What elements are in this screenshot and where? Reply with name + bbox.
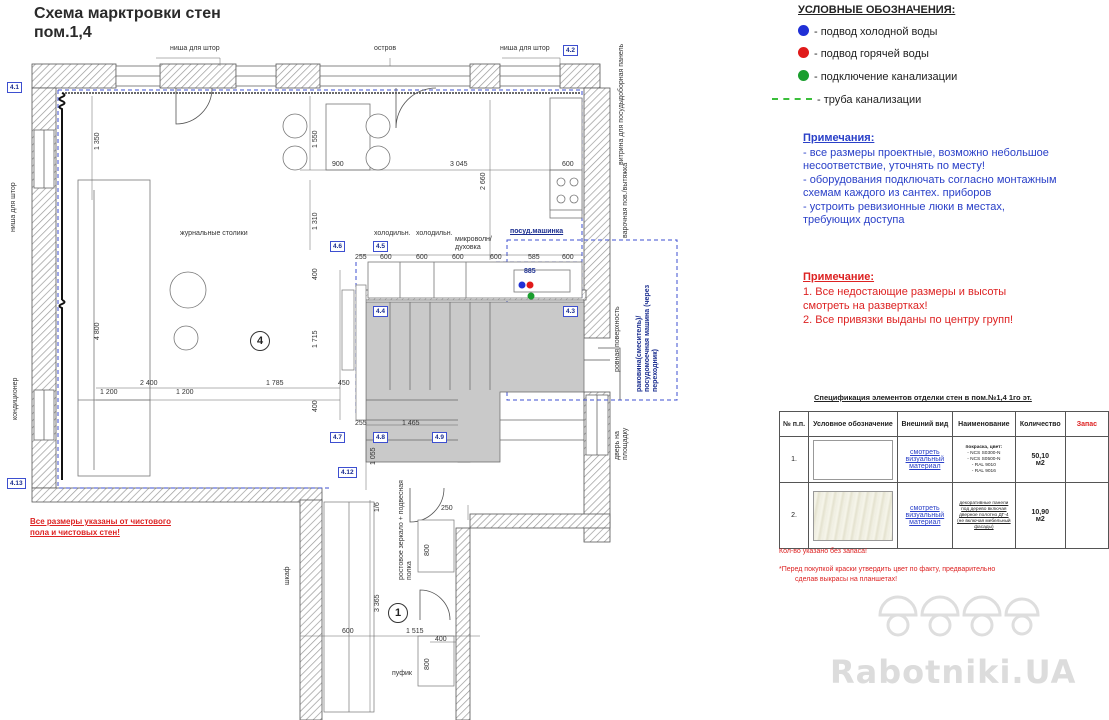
tag-4-1: 4.1: [7, 82, 22, 93]
spec-col-symbol: Условное обозначение: [809, 412, 898, 437]
sofa: [78, 180, 150, 476]
spec-row1-qty: [1015, 437, 1065, 483]
legend-hot-water: [798, 47, 929, 60]
dim-585: 585: [528, 254, 540, 261]
notes-red-heading: Примечание:: [803, 271, 875, 283]
spec-col-reserve: Запас: [1065, 412, 1108, 437]
spec-col-num: № п.п.: [780, 412, 809, 437]
kitchen: [368, 98, 582, 298]
workers-logo-icon: [870, 575, 1040, 645]
coffee-tables: [170, 272, 206, 350]
notes-blue-line: - оборудования подключать согласно монтажным: [803, 174, 1057, 186]
drawing-subtitle: пом.1,4: [34, 24, 92, 41]
tag-4-12: 4.12: [338, 467, 357, 478]
legend-title: УСЛОВНЫЕ ОБОЗНАЧЕНИЯ:: [798, 4, 956, 16]
dim-3045: 3 045: [450, 161, 468, 168]
spec-row1-qty-value: 50,10: [1031, 452, 1050, 460]
cold-water-dot: [519, 282, 526, 289]
table-row: [780, 437, 1109, 483]
dim-2400: 2 400: [140, 380, 158, 387]
label-plita: варочная пов./вытяжка: [622, 162, 629, 238]
dim-1785: 1 785: [266, 380, 284, 387]
legend-cold-water-text: - подвод холодной воды: [814, 26, 938, 38]
label-island: остров: [374, 45, 397, 52]
dim-1200-b: 1 200: [176, 389, 194, 396]
dim-600-c: 600: [416, 254, 428, 261]
legend-sewer-text: - подключение канализации: [814, 71, 958, 83]
white-paint-swatch: [813, 440, 893, 480]
tag-4-3: 4.3: [563, 306, 578, 317]
spec-row1-view[interactable]: смотреть визуальный материал: [897, 437, 952, 483]
dim-250: 250: [441, 505, 453, 512]
legend-sewer: [798, 70, 957, 83]
left-note-line2: пола и чистовых стен!: [30, 528, 120, 537]
label-niche-side: ниша для штор: [10, 182, 17, 232]
spec-row1-name-line: - NCS S0500-N: [967, 456, 1001, 462]
green-dot-icon: [798, 70, 809, 81]
spec-header-row: [780, 412, 1109, 437]
sewer-dot: [528, 293, 535, 300]
notes-blue-line: схемам каждого из сантех. приборов: [803, 187, 992, 199]
dim-600-f: 600: [562, 254, 574, 261]
spec-row1-reserve: [1065, 437, 1108, 483]
green-dashed-line-icon: [772, 98, 812, 100]
label-vapor: ровная поверхность: [614, 306, 621, 372]
wall-right: [584, 88, 610, 338]
wall-corridor-left: [300, 500, 322, 720]
spec-row1-symbol: [809, 437, 898, 483]
dim-1350: 1 350: [94, 132, 101, 150]
hot-water-dot: [527, 282, 534, 289]
dim-1550: 1 550: [312, 130, 319, 148]
notes-blue-line: несоответствие, уточнять по месту!: [803, 160, 985, 172]
dim-600-d: 600: [452, 254, 464, 261]
legend-sewer-pipe: [798, 94, 921, 106]
dim-2660: 2 660: [480, 172, 487, 190]
stair-rail: [356, 285, 366, 420]
dim-4800: 4 800: [94, 322, 101, 340]
spec-row1-name-line: - NCS S0300-N: [967, 450, 1001, 456]
dim-1200-a: 1 200: [100, 389, 118, 396]
spec-table: [779, 411, 1109, 549]
dim-1310: 1 310: [312, 212, 319, 230]
spec-row2-qty: [1015, 483, 1065, 549]
spec-row2-name-line: (не включая мебельный фасады): [957, 518, 1011, 530]
spec-footnote-2a: *Перед покупкой краски утвердить цвет по факту, предварительно: [779, 566, 996, 573]
label-fridge2: холодильн.: [416, 230, 453, 237]
tag-4-4: 4.4: [373, 306, 388, 317]
tag-4-8: 4.8: [373, 432, 388, 443]
spec-row1-name: [952, 437, 1015, 483]
spec-row2-num: 2.: [780, 483, 809, 549]
dim-600-e: 600: [490, 254, 502, 261]
spec-row2-view[interactable]: смотреть визуальный материал: [897, 483, 952, 549]
legend-sewer-pipe-text: - труба канализации: [817, 94, 922, 106]
dim-1715: 1 715: [312, 330, 319, 348]
table-row: [780, 483, 1109, 549]
label-micro: микроволн/ духовка: [455, 236, 492, 251]
dim-1-6: 1/6: [374, 502, 381, 512]
dim-800-b: 800: [424, 658, 431, 670]
dim-1055: 1 055: [370, 447, 377, 465]
dim-800-a: 800: [424, 544, 431, 556]
spec-row2-qty-unit: м2: [1035, 515, 1045, 523]
spec-row1-name-head: покраска, цвет:: [965, 444, 1003, 450]
legend-hot-water-text: - подвод горячей воды: [814, 48, 929, 60]
spec-title: Спецификация элементов отделки стен в пом.№1,4 1го эт.: [814, 393, 1032, 402]
spec-col-name: Наименование: [952, 412, 1015, 437]
wall-top-mid: [160, 64, 236, 88]
notes-red-line: 2. Все привязки выданы по центру групп!: [803, 314, 1014, 326]
notes-red-line: смотреть на развертках!: [803, 300, 928, 312]
left-note-line1: Все размеры указаны от чистового: [30, 517, 171, 526]
dim-450: 450: [338, 380, 350, 387]
blue-dot-icon: [798, 25, 809, 36]
label-tables: журнальные столики: [180, 230, 248, 237]
notes-red-line: 1. Все недостающие размеры и высоты: [803, 286, 1007, 298]
spec-row2-symbol: [809, 483, 898, 549]
spec-col-qty: Количество: [1015, 412, 1065, 437]
spec-row2-reserve: [1065, 483, 1108, 549]
spec-row1-name-line: - RAL 9010: [971, 462, 996, 468]
spec-row2-name: [952, 483, 1015, 549]
notes-blue-line: требующих доступа: [803, 214, 905, 226]
tag-4-9: 4.9: [432, 432, 447, 443]
wall-corridor-right: [456, 528, 470, 720]
spec-footnote-2b: сделав выкрасы на планшетах!: [795, 576, 898, 583]
notes-blue-line: - устроить ревизионные люки в местах,: [803, 201, 1005, 213]
label-pouf: пуфик: [392, 670, 412, 677]
dim-3365: 3 365: [374, 594, 381, 612]
label-niche-left: ниша для штор: [170, 45, 220, 52]
stairs: [366, 302, 584, 462]
spec-row1-num: 1.: [780, 437, 809, 483]
dim-600-b: 600: [380, 254, 392, 261]
notes-blue-line: - все размеры проектные, возможно небольшое: [803, 147, 1049, 159]
dim-400-c: 400: [435, 636, 447, 643]
spec-row1-name-line: - RAL 9016: [971, 468, 996, 474]
red-dot-icon: [798, 47, 809, 58]
label-sink-note: раковина(смеситель)/ посудомоечная машина (через переходник): [636, 284, 659, 392]
spec-footnote-1: Кол-во указано без запаса!: [779, 548, 867, 555]
label-dishwasher: посуд.машинка: [510, 228, 564, 235]
tag-4-2: 4.2: [563, 45, 578, 56]
label-door: дверь на площадку: [614, 427, 629, 460]
label-dobornaya: доборная панель: [618, 43, 625, 100]
dim-1465: 1 465: [402, 420, 420, 427]
label-mirror: ростовое зеркало + подвесная полка: [398, 480, 413, 580]
room-number-4: 4: [250, 331, 270, 351]
tag-4-6: 4.6: [330, 241, 345, 252]
legend-cold-water: [798, 25, 937, 38]
notes-blue-heading: Примечания:: [803, 132, 875, 144]
dim-900: 900: [332, 161, 344, 168]
label-wardrobe: шкаф: [284, 566, 291, 585]
tv-unit: [342, 290, 354, 370]
room-number-1: 1: [388, 603, 408, 623]
wall-top-left: [32, 64, 116, 88]
dim-400-a: 400: [312, 268, 319, 280]
tag-4-13: 4.13: [7, 478, 26, 489]
dim-885: 885: [524, 268, 536, 275]
dim-400-b: 400: [312, 400, 319, 412]
wall-top-right: [470, 64, 500, 88]
spec-row2-name-head: декоративные панели под дерево включая дверное полотно ДГ-4: [959, 500, 1009, 518]
wood-panel-swatch: [813, 491, 893, 541]
dim-600-top: 600: [562, 161, 574, 168]
spec-row1-qty-unit: м2: [1035, 459, 1045, 467]
dim-255-bottom: 255: [355, 420, 367, 427]
tag-4-5: 4.5: [373, 241, 388, 252]
dim-255-top: 255: [355, 254, 367, 261]
drawing-title: Схема марктровки стен: [34, 5, 221, 22]
label-conditioner: кондиционер: [12, 377, 19, 420]
wall-bottom-right: [470, 514, 610, 528]
spec-col-view: Внешний вид: [897, 412, 952, 437]
wall-top-right2: [560, 64, 600, 88]
wall-bottom-left: [32, 488, 322, 502]
label-vitrina: витрина для посуды: [618, 99, 625, 165]
tag-4-7: 4.7: [330, 432, 345, 443]
dim-1515: 1 515: [406, 628, 424, 635]
dim-600-g: 600: [342, 628, 354, 635]
spec-row2-qty-value: 10,90: [1031, 508, 1050, 516]
wall-top-mid2: [276, 64, 320, 88]
label-fridge1: холодильн.: [374, 230, 411, 237]
label-niche-right: ниша для штор: [500, 45, 550, 52]
watermark: Rabotniki.UA: [830, 653, 1077, 691]
